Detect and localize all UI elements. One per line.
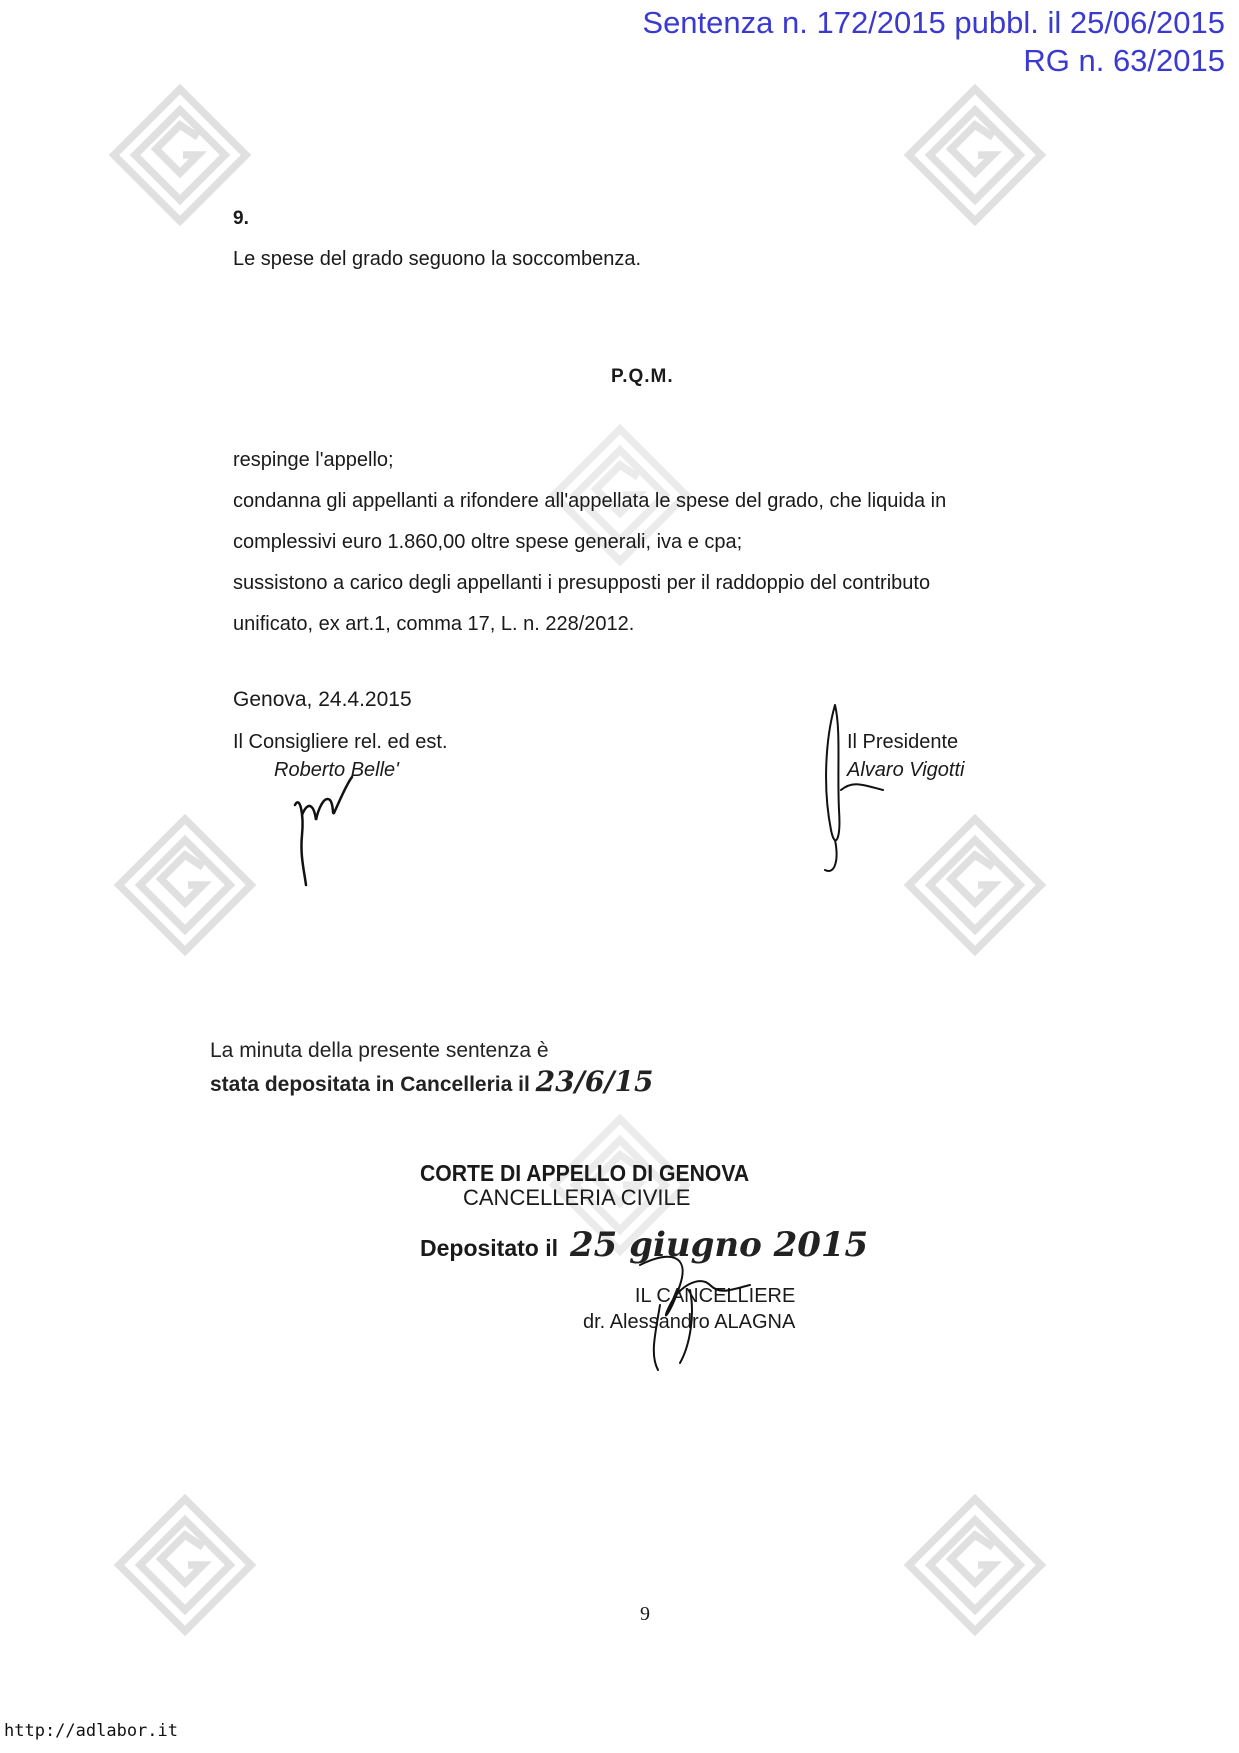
ruling-line: complessivi euro 1.860,00 oltre spese generali, iva e cpa;: [233, 531, 743, 553]
clerk-name: dr. Alessandro ALAGNA: [583, 1311, 796, 1333]
deposit-note-line2-text: stata depositata in Cancelleria il: [210, 1073, 530, 1096]
watermark-logo-icon: [900, 810, 1050, 960]
court-office: CANCELLERIA CIVILE: [463, 1185, 691, 1210]
right-role: Il Presidente: [847, 731, 959, 753]
left-name: Roberto Belle': [274, 759, 399, 781]
left-role: Il Consigliere rel. ed est.: [233, 731, 448, 753]
rg-number-line: RG n. 63/2015: [1023, 43, 1225, 78]
ruling-line: sussistono a carico degli appellanti i presupposti per il raddoppio del contributo: [233, 572, 931, 594]
place-date: Genova, 24.4.2015: [233, 688, 412, 711]
footer-url[interactable]: http://adlabor.it: [4, 1721, 178, 1741]
deposit-note-line1: La minuta della presente sentenza è: [210, 1039, 549, 1062]
ruling-line: respinge l'appello;: [233, 449, 394, 471]
clerk-role: IL CANCELLIERE: [634, 1285, 796, 1307]
section-number: 9.: [233, 208, 249, 229]
publication-stamp: [642, 4, 1225, 80]
deposit-note: [210, 1035, 654, 1100]
watermark-logo-icon: [900, 80, 1050, 230]
ruling-line: condanna gli appellanti a rifondere all'appellata le spese del grado, che liquida in: [233, 490, 947, 512]
pqm-heading: P.Q.M.: [611, 366, 674, 387]
ruling-line: unificato, ex art.1, comma 17, L. n. 228/2012.: [233, 613, 635, 635]
section-text: Le spese del grado seguono la soccombenza.: [233, 248, 642, 270]
right-name: Alvaro Vigotti: [847, 759, 965, 781]
handwritten-signature-clerk: [600, 1245, 780, 1375]
watermark-logo-icon: [110, 1490, 260, 1640]
deposited-label: Depositato il: [420, 1235, 559, 1261]
deposit-note-line2: [210, 1066, 654, 1100]
watermark-logo-icon: [900, 1490, 1050, 1640]
sentence-number-line: Sentenza n. 172/2015 pubbl. il 25/06/2015: [642, 5, 1225, 40]
handwritten-deposit-date: 23/6/15: [535, 1065, 654, 1098]
handwritten-signature-left: [290, 775, 360, 890]
watermark-logo-icon: [110, 810, 260, 960]
court-name: CORTE DI APPELLO DI GENOVA: [420, 1160, 750, 1186]
handwritten-signature-right: [805, 700, 905, 880]
ruling-text: [233, 440, 1063, 645]
page-number: 9: [640, 1603, 650, 1625]
handwritten-deposited-date: 25 giugno 2015: [570, 1225, 869, 1265]
